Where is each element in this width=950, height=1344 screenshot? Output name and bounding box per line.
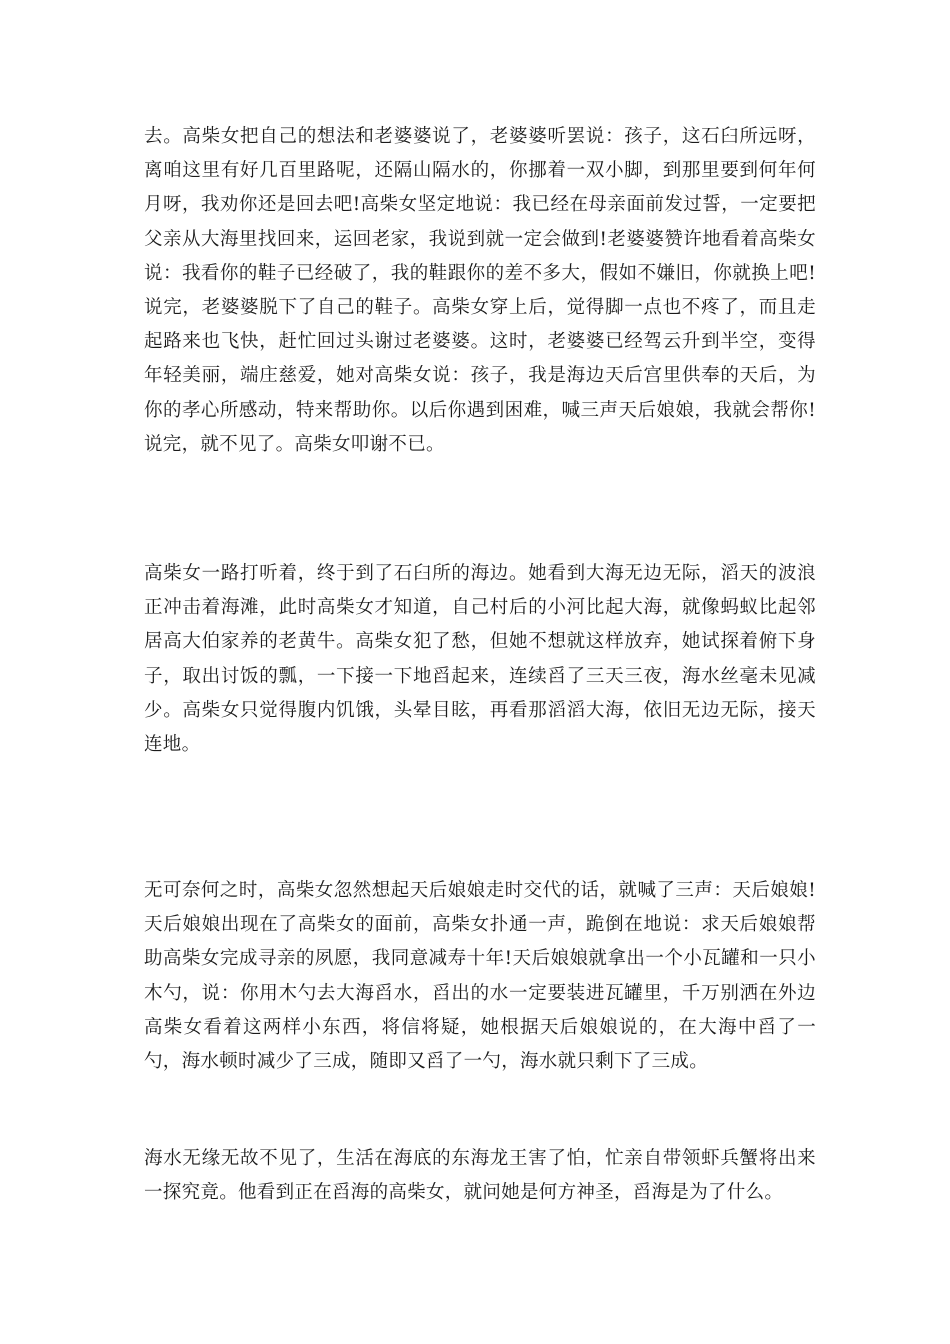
paragraph-2: 高柴女一路打听着，终于到了石臼所的海边。她看到大海无边无际，滔天的波浪正冲击着海滩，此时高柴女才知道，自己村后的小河比起大海，就像蚂蚁比起邻居高大伯家养的老黄牛。高柴女犯了愁，但她不想就这样放弃，她试探着俯下身子，取出讨饭的瓢，一下接一下地舀起来，连续舀了三天三夜，海水丝毫未见减少。高柴女只觉得腹内饥饿，头晕目眩，再看那滔滔大海，依旧无边无际，接天连地。 [144,563,816,756]
paragraph-1: 去。高柴女把自己的想法和老婆婆说了，老婆婆听罢说：孩子，这石臼所远呀，离咱这里有好几百里路呢，还隔山隔水的，你挪着一双小脚，到那里要到何年何月呀，我劝你还是回去吧!高柴女坚定地说：我已经在母亲面前发过誓，一定要把父亲从大海里找回来，运回老家，我说到就一定会做到!老婆婆赞许地看着高柴女说：我看你的鞋子已经破了，我的鞋跟你的差不多大，假如不嫌旧，你就换上吧!说完，老婆婆脱下了自己的鞋子。高柴女穿上后，觉得脚一点也不疼了，而且走起路来也飞快，赶忙回过头谢过老婆婆。这时，老婆婆已经驾云升到半空，变得年轻美丽，端庄慈爱，她对高柴女说：孩子，我是海边天后宫里供奉的天后，为你的孝心所感动，特来帮助你。以后你遇到困难，喊三声天后娘娘，我就会帮你!说完，就不见了。高柴女叩谢不已。 [144,126,816,455]
paragraph-3: 无可奈何之时，高柴女忽然想起天后娘娘走时交代的话，就喊了三声：天后娘娘!天后娘娘出现在了高柴女的面前，高柴女扑通一声，跪倒在地说：求天后娘娘帮助高柴女完成寻亲的夙愿，我同意减寿十年!天后娘娘就拿出一个小瓦罐和一只小木勺，说：你用木勺去大海舀水，舀出的水一定要装进瓦罐里，千万别洒在外边高柴女看着这两样小东西，将信将疑，她根据天后娘娘说的，在大海中舀了一勺，海水顿时减少了三成，随即又舀了一勺，海水就只剩下了三成。 [144,880,816,1073]
paragraph-4: 海水无缘无故不见了，生活在海底的东海龙王害了怕，忙亲自带领虾兵蟹将出来一探究竟。他看到正在舀海的高柴女，就问她是何方神圣，舀海是为了什么。 [144,1148,816,1204]
